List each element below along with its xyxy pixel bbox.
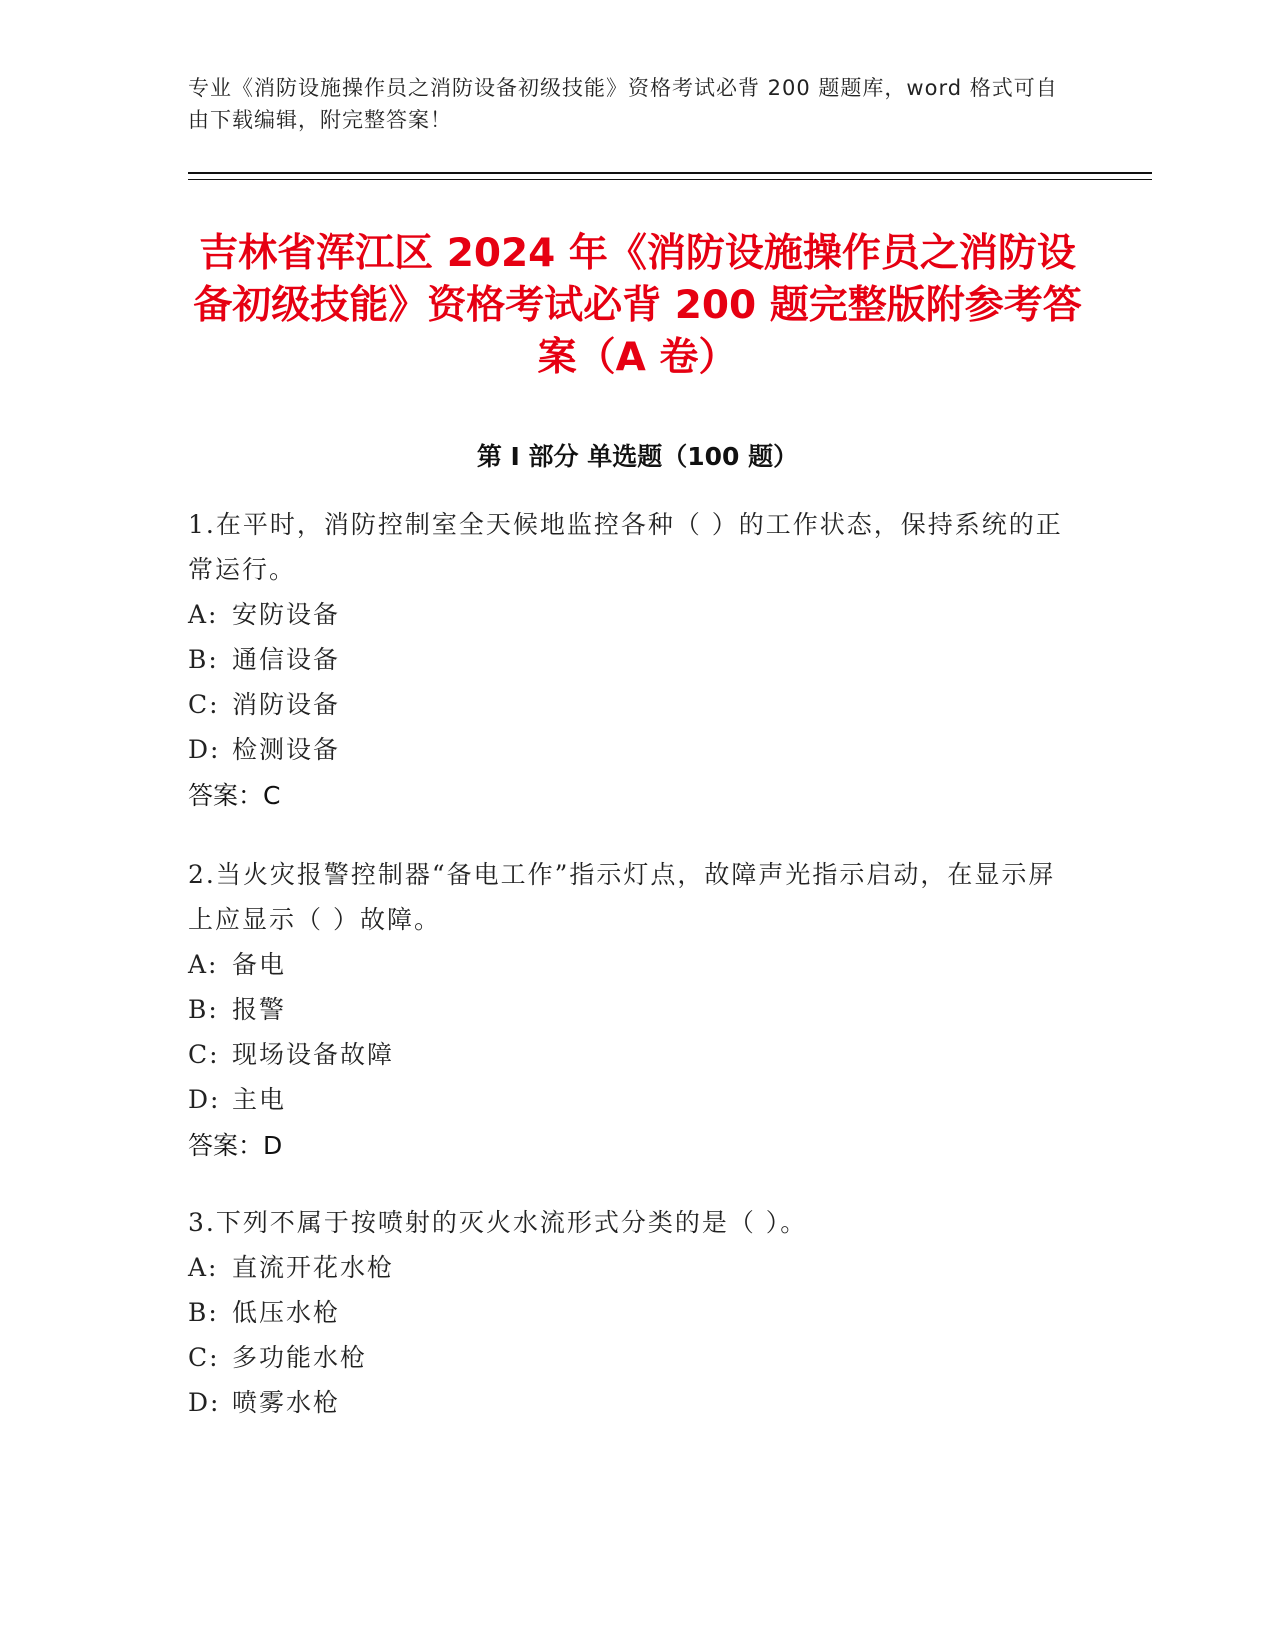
section-heading: 第 I 部分 单选题（100 题） — [476, 442, 799, 471]
option-a — [188, 942, 1068, 987]
answer-line — [188, 772, 1068, 820]
answer-label: 答案： — [188, 1131, 264, 1160]
question-1 — [188, 502, 1068, 820]
question-3 — [188, 1200, 1068, 1425]
option-text: 喷雾水枪 — [232, 1388, 341, 1417]
option-key: C: — [188, 690, 220, 719]
option-text: 检测设备 — [232, 735, 341, 764]
option-c — [188, 682, 1068, 727]
option-text: 直流开花水枪 — [232, 1253, 395, 1282]
option-key: C: — [188, 1040, 220, 1069]
question-stem: 1.在平时，消防控制室全天候地监控各种（ ）的工作状态，保持系统的正常运行。 — [188, 510, 1063, 584]
option-key: D: — [188, 1388, 221, 1417]
answer-line — [188, 1122, 1068, 1170]
option-c — [188, 1335, 1068, 1380]
answer-value: C — [263, 781, 281, 810]
option-key: C: — [188, 1343, 220, 1372]
answer-label: 答案： — [188, 781, 264, 810]
question-2 — [188, 852, 1068, 1170]
option-c — [188, 1032, 1068, 1077]
option-key: A: — [188, 600, 219, 629]
option-text: 低压水枪 — [232, 1298, 341, 1327]
option-text: 通信设备 — [232, 645, 341, 674]
question-stem: 2.当火灾报警控制器“备电工作”指示灯点，故障声光指示启动，在显示屏上应显示（ ）故障。 — [188, 860, 1056, 934]
option-a — [188, 592, 1068, 637]
option-key: B: — [188, 645, 219, 674]
answer-value: D — [263, 1131, 283, 1160]
option-key: D: — [188, 1085, 221, 1114]
option-text: 安防设备 — [232, 600, 341, 629]
option-key: B: — [188, 1298, 219, 1327]
option-a — [188, 1245, 1068, 1290]
option-text: 消防设备 — [232, 690, 341, 719]
option-key: A: — [188, 950, 219, 979]
header-rule-thin — [188, 179, 1152, 180]
option-key: D: — [188, 735, 221, 764]
option-d — [188, 1380, 1068, 1425]
option-b — [188, 987, 1068, 1032]
header-note: 专业《消防设施操作员之消防设备初级技能》资格考试必背 200 题题库，word 格式可自由下载编辑，附完整答案！ — [188, 76, 1058, 132]
option-text: 报警 — [232, 995, 287, 1024]
option-text: 备电 — [232, 950, 287, 979]
option-text: 多功能水枪 — [232, 1343, 368, 1372]
option-text: 主电 — [232, 1085, 287, 1114]
header-rule-thick — [188, 172, 1152, 174]
option-b — [188, 637, 1068, 682]
option-key: A: — [188, 1253, 219, 1282]
option-key: B: — [188, 995, 219, 1024]
option-text: 现场设备故障 — [232, 1040, 395, 1069]
document-title: 吉林省浑江区 2024 年《消防设施操作员之消防设备初级技能》资格考试必背 200 题完整版附参考答案（A 卷） — [193, 231, 1082, 380]
option-d — [188, 727, 1068, 772]
option-b — [188, 1290, 1068, 1335]
option-d — [188, 1077, 1068, 1122]
question-stem: 3.下列不属于按喷射的灭火水流形式分类的是（ ）。 — [188, 1208, 808, 1237]
